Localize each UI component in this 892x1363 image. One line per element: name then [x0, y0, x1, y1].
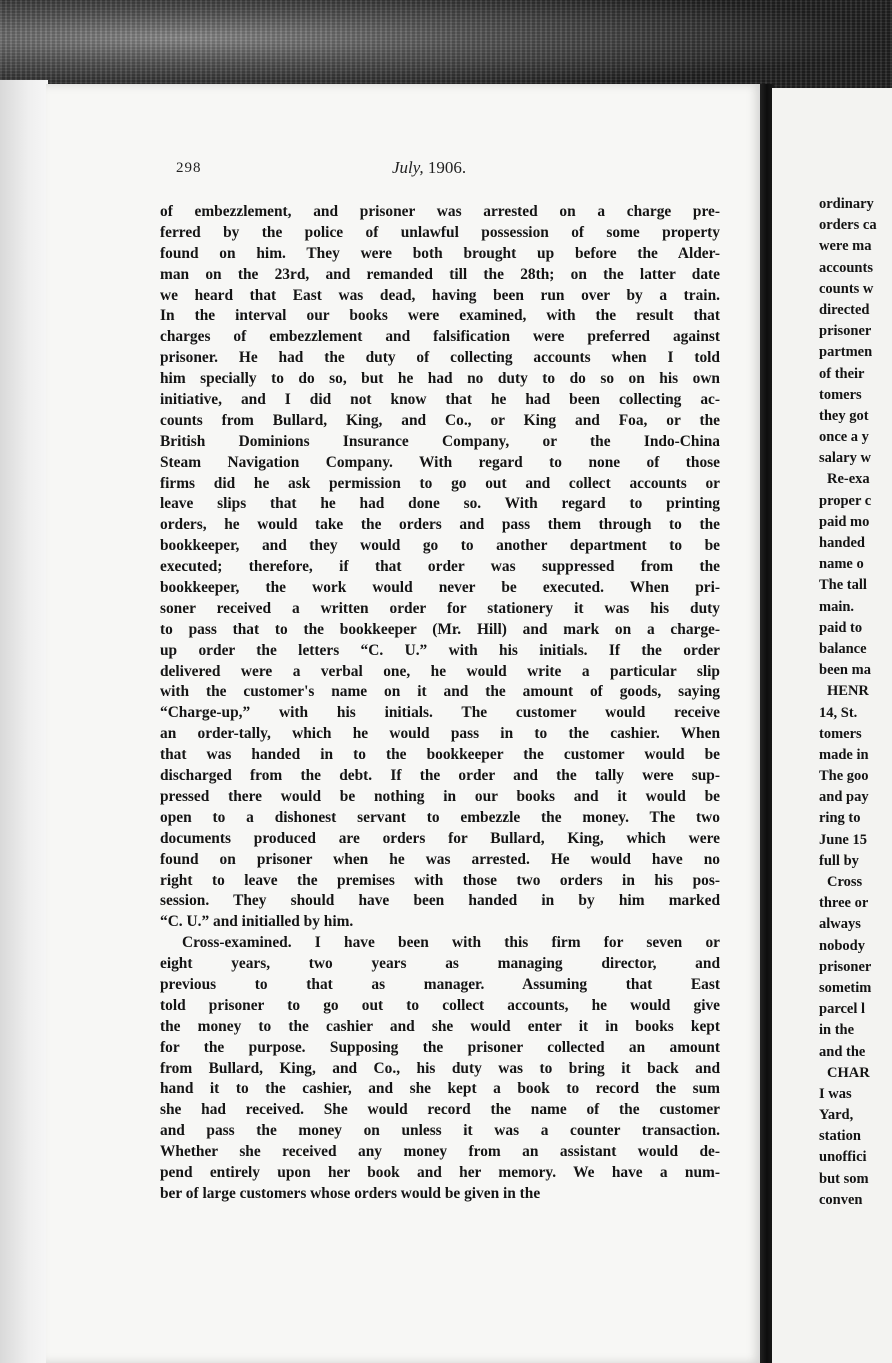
right-text-line: main.	[819, 598, 855, 615]
text-line: bookkeeper, the work would never be executed. When pri-	[160, 579, 720, 597]
right-text-line: full by	[819, 852, 859, 869]
page-edge-left	[0, 80, 48, 1363]
right-text-line: sometim	[819, 979, 872, 996]
right-text-line: accounts	[819, 259, 873, 276]
right-text-line: were ma	[819, 238, 872, 255]
text-line: orders, he would take the orders and pass them through to the	[160, 516, 720, 534]
text-line: him specially to do so, but he had no duty to do so on his own	[160, 370, 720, 388]
text-line: “C. U.” and initialled by him.	[160, 913, 354, 931]
text-line: British Dominions Insurance Company, or the Indo-China	[160, 432, 720, 450]
text-line: up order the letters “C. U.” with his initials. If the order	[160, 641, 720, 659]
text-line: told prisoner to go out to collect accounts, he would give	[160, 996, 720, 1014]
text-line: session. They should have been handed in by him marked	[160, 892, 720, 910]
text-line: discharged from the debt. If the order and the tally were sup-	[160, 767, 720, 785]
text-line: counts from Bullard, King, and Co., or King and Foa, or the	[160, 411, 720, 429]
right-text-line: handed	[819, 535, 865, 551]
text-line: Cross-examined. I have been with this firm for seven or	[182, 934, 720, 952]
right-text-line: June 15	[819, 831, 867, 848]
text-line: In the interval our books were examined, with the result that	[160, 307, 720, 325]
right-text-line: ordinary	[819, 196, 874, 212]
text-line: of embezzlement, and prisoner was arrested on a charge pre-	[160, 203, 720, 220]
right-text-line: CHAR	[827, 1064, 870, 1081]
right-text-line: and the	[819, 1043, 866, 1060]
text-line: to pass that to the bookkeeper (Mr. Hill) and mark on a charge-	[160, 620, 720, 638]
right-text-line: I was	[819, 1085, 852, 1102]
right-text-line: unoffici	[819, 1149, 867, 1166]
right-text-line: paid to	[819, 619, 863, 636]
right-text-line: salary w	[819, 450, 871, 467]
text-line: Steam Navigation Company. With regard to none of those	[160, 453, 720, 471]
right-text-line: been ma	[819, 662, 871, 679]
right-text-line: in the	[819, 1022, 855, 1039]
right-text-line: name o	[819, 556, 864, 573]
right-text-line: nobody	[819, 937, 865, 954]
text-line: leave slips that he had done so. With regard to printing	[160, 495, 720, 513]
right-text-line: but som	[819, 1170, 869, 1187]
right-text-line: The tall	[819, 577, 867, 594]
text-line: found on him. They were both brought up before the Alder-	[160, 244, 720, 262]
text-line: from Bullard, King, and Co., his duty was to bring it back and	[160, 1059, 720, 1077]
right-text-line: directed	[819, 301, 870, 318]
text-line: found on prisoner when he was arrested. He would have no	[160, 850, 720, 868]
text-line: open to a dishonest servant to embezzle the money. The two	[160, 808, 720, 826]
right-text-line: 14, St.	[819, 704, 858, 721]
running-title	[392, 158, 466, 178]
text-line: ber of large customers whose orders would be given in the	[160, 1184, 541, 1202]
right-text-line: conven	[819, 1191, 863, 1208]
page-number: 298	[176, 160, 202, 176]
right-text-line: Cross	[827, 874, 863, 890]
right-text-line: tomers	[819, 725, 862, 742]
right-text-line: station	[819, 1128, 861, 1145]
text-line: documents produced are orders for Bullard, King, which were	[160, 829, 720, 847]
text-line: an order-tally, which he would pass in to the cashier. When	[160, 725, 720, 743]
running-head	[170, 158, 730, 182]
right-text-line: and pay	[819, 789, 869, 806]
text-line: firms did he ask permission to go out and collect accounts or	[160, 474, 720, 492]
text-line: pressed there would be nothing in our books and it would be	[160, 787, 720, 805]
running-title-month: July,	[392, 158, 424, 177]
text-line: soner received a written order for stationery it was his duty	[160, 599, 720, 617]
right-text-line: balance	[819, 640, 867, 657]
text-line: the money to the cashier and she would enter it in books kept	[160, 1017, 720, 1035]
right-text-line: The goo	[819, 768, 869, 785]
right-text-line: parcel l	[819, 1001, 866, 1018]
right-text-line: Re-exa	[827, 471, 870, 488]
scan-top-border	[0, 0, 892, 95]
text-line: Whether she received any money from an assistant would de-	[160, 1143, 720, 1161]
text-line: prisoner. He had the duty of collecting accounts when I told	[160, 349, 720, 367]
text-line: initiative, and I did not know that he had been collecting ac-	[160, 391, 720, 409]
text-line: hand it to the cashier, and she kept a book to record the sum	[160, 1080, 720, 1098]
text-line: we heard that East was dead, having been run over by a train.	[160, 286, 720, 304]
right-text-line: of their	[819, 365, 865, 382]
running-title-year: 1906.	[427, 158, 467, 177]
right-text-line: prisoner	[819, 958, 872, 975]
right-text-line: paid mo	[819, 513, 870, 530]
right-text-line: HENR	[827, 683, 869, 700]
right-text-line: once a y	[819, 429, 869, 446]
text-line: eight years, two years as managing director, and	[160, 955, 720, 973]
right-text-line: partmen	[819, 344, 873, 361]
text-line: and pass the money on unless it was a counter transaction.	[160, 1122, 720, 1140]
right-text-line: orders ca	[819, 217, 877, 234]
right-text-line: counts w	[819, 280, 874, 297]
right-text-line: proper c	[819, 492, 872, 509]
right-text-line: they got	[819, 407, 869, 424]
text-line: delivered were a verbal one, he would write a particular slip	[160, 662, 720, 680]
right-text-line: tomers	[819, 386, 862, 403]
text-line: executed; therefore, if that order was suppressed from the	[160, 558, 720, 576]
right-text-line: Yard,	[819, 1107, 854, 1124]
right-text-line: prisoner	[819, 323, 872, 340]
text-line: bookkeeper, and they would go to another department to be	[160, 537, 720, 555]
text-line: with the customer's name on it and the amount of goods, saying	[160, 683, 720, 701]
text-line: charges of embezzlement and falsification were preferred against	[160, 328, 720, 346]
text-line: previous to that as manager. Assuming that East	[160, 975, 720, 993]
right-page-partial-text	[819, 194, 892, 1211]
right-text-line: ring to	[819, 810, 861, 827]
left-page-body-text	[160, 202, 720, 1205]
text-line: for the purpose. Supposing the prisoner collected an amount	[160, 1038, 720, 1056]
right-text-line: made in	[819, 746, 869, 763]
text-line: pend entirely upon her book and her memory. We have a num-	[160, 1163, 720, 1181]
right-text-line: three or	[819, 895, 869, 912]
text-line: “Charge-up,” with his initials. The customer would receive	[160, 704, 720, 722]
text-line: ferred by the police of unlawful possession of some property	[160, 223, 720, 241]
text-line: man on the 23rd, and remanded till the 28th; on the latter date	[160, 265, 720, 283]
text-line: she had received. She would record the name of the customer	[160, 1101, 720, 1119]
text-line: right to leave the premises with those two orders in his pos-	[160, 871, 720, 889]
text-line: that was handed in to the bookkeeper the customer would be	[160, 746, 720, 764]
right-text-line: always	[819, 916, 861, 933]
